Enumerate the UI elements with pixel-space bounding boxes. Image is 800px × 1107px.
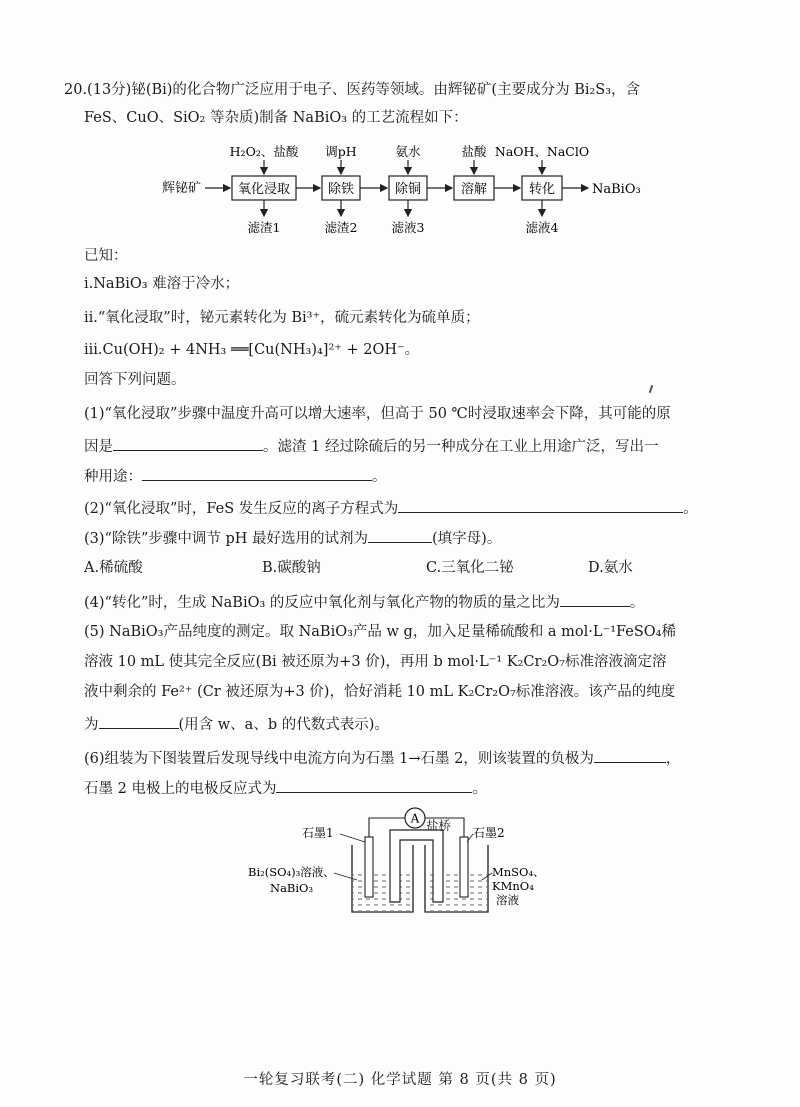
process-flowchart xyxy=(150,138,670,238)
q5-line4-start: 为 xyxy=(84,717,99,733)
q6-answer-blank-1[interactable] xyxy=(594,746,666,763)
q5-line4-end: (用含 w、a、b 的代数式表示)。 xyxy=(178,717,389,733)
ammeter-label: A xyxy=(410,811,420,826)
flow-step-copper: 除铜 xyxy=(394,182,422,197)
q2-end: 。 xyxy=(683,501,698,517)
q5-line2: 溶液 10 mL 使其完全反应(Bi 被还原为+3 价)，再用 b mol·L⁻¹ K₂Cr₂O₇标准溶液滴定溶 xyxy=(84,654,667,670)
scan-mark xyxy=(649,385,654,393)
q5-line1: (5) NaBiO₃产品纯度的测定。取 NaBiO₃产品 w g，加入足量稀硫酸和 a mol·L⁻¹FeSO₄稀 xyxy=(84,624,676,640)
q6-line2-text: 石墨 2 电极上的电极反应式为 xyxy=(84,781,277,797)
q3-option-d[interactable]: D.氨水 xyxy=(588,560,633,576)
q3-answer-blank[interactable] xyxy=(368,526,432,543)
known-item-2: ⅱ.“氧化浸取”时，铋元素转化为 Bi³⁺，硫元素转化为硫单质； xyxy=(84,310,480,326)
q1-answer-blank-2[interactable] xyxy=(142,464,372,481)
flow-output-filtrate3: 滤液3 xyxy=(391,220,425,235)
flow-step-dissolve: 溶解 xyxy=(460,182,488,197)
electrode2-label: 石墨2 xyxy=(473,826,505,840)
q5-line4 xyxy=(84,712,389,735)
right-solution-label-2: KMnO₄ xyxy=(492,879,534,893)
flow-output-residue1: 滤渣1 xyxy=(247,220,281,235)
q2-answer-blank[interactable] xyxy=(398,496,683,513)
q4-end: 。 xyxy=(629,595,645,611)
page-footer: 一轮复习联考(二) 化学试题 第 8 页(共 8 页) xyxy=(243,1072,557,1088)
q6-answer-blank-2[interactable] xyxy=(276,776,472,793)
q5-line3: 液中剩余的 Fe²⁺ (Cr 被还原为+3 价)，恰好消耗 10 mL K₂Cr₂O₇标准溶液。该产品的纯度 xyxy=(84,684,676,700)
q6-line1-end: ， xyxy=(665,751,681,767)
q2-text: (2)“氧化浸取”时，FeS 发生反应的离子方程式为 xyxy=(84,501,399,517)
q1-line3-start: 种用途： xyxy=(84,469,142,485)
q1-answer-blank-1[interactable] xyxy=(113,434,263,451)
left-solution-label-1: Bi₂(SO₄)₃溶液、 xyxy=(248,865,335,879)
q6-line1-text: (6)组装为下图装置后发现导线中电流方向为石墨 1→石墨 2，则该装置的负极为 xyxy=(84,751,594,767)
q1-line3-end: 。 xyxy=(372,469,387,485)
known-item-3: ⅲ.Cu(OH)₂ + 4NH₃ ══[Cu(NH₃)₄]²⁺ + 2OH⁻。 xyxy=(84,342,420,358)
q3-option-c[interactable]: C.三氧化二铋 xyxy=(426,560,514,576)
graphite-electrode-1 xyxy=(365,837,373,897)
q3-line xyxy=(84,526,501,549)
q1-line2 xyxy=(84,434,658,457)
answer-prompt: 回答下列问题。 xyxy=(84,372,186,388)
q5-answer-blank[interactable] xyxy=(99,712,179,729)
question-intro-line2: FeS、CuO、SiO₂ 等杂质)制备 NaBiO₃ 的工艺流程如下： xyxy=(84,110,468,126)
q4-line xyxy=(84,590,644,613)
right-solution-label-1: MnSO₄、 xyxy=(492,865,545,879)
q1-line3 xyxy=(84,464,387,487)
flow-reagent-iron: 调pH xyxy=(325,144,357,159)
flow-output-residue2: 滤渣2 xyxy=(324,220,358,235)
graphite-electrode-2 xyxy=(460,837,468,897)
flow-raw-material: 辉铋矿 xyxy=(162,181,202,196)
q6-line2 xyxy=(84,776,487,799)
q1-line2-end: 。滤渣 1 经过除硫后的另一种成分在工业上用途广泛，写出一 xyxy=(263,439,659,455)
q3-option-b[interactable]: B.碳酸钠 xyxy=(262,560,321,576)
flow-reagent-oxidation: H₂O₂、盐酸 xyxy=(229,144,299,159)
flow-output-filtrate4: 滤液4 xyxy=(525,220,559,235)
q6-line2-end: 。 xyxy=(472,781,487,797)
flow-reagent-copper: 氨水 xyxy=(395,144,421,159)
salt-bridge xyxy=(390,830,443,902)
right-solution-label-3: 溶液 xyxy=(496,893,519,907)
flow-product: NaBiO₃ xyxy=(592,182,641,197)
left-solution-label-2: NaBiO₃ xyxy=(270,881,314,895)
flow-step-convert: 转化 xyxy=(528,182,556,197)
flow-step-iron: 除铁 xyxy=(327,182,355,197)
q1-line2-start: 因是 xyxy=(84,439,113,455)
flow-reagent-dissolve: 盐酸 xyxy=(461,144,487,159)
q3-end: (填字母)。 xyxy=(432,531,502,547)
known-title: 已知： xyxy=(84,248,128,264)
electrochemical-apparatus xyxy=(230,800,560,925)
question-intro-line1: 20.(13分)铋(Bi)的化合物广泛应用于电子、医药等领域。由辉铋矿(主要成分为 Bi₂S₃，含 xyxy=(64,82,641,98)
q3-option-a[interactable]: A.稀硫酸 xyxy=(84,560,143,576)
electrode1-label: 石墨1 xyxy=(302,826,334,840)
q1-line1: (1)“氧化浸取”步骤中温度升高可以增大速率，但高于 50 ℃时浸取速率会下降，其可能的原 xyxy=(84,406,671,422)
q4-text: (4)“转化”时，生成 NaBiO₃ 的反应中氧化剂与氧化产物的物质的量之比为 xyxy=(84,595,560,611)
q2-line xyxy=(84,496,698,519)
flow-step-oxidation: 氧化浸取 xyxy=(237,182,291,197)
q3-text: (3)“除铁”步骤中调节 pH 最好选用的试剂为 xyxy=(84,531,369,547)
flow-reagent-convert: NaOH、NaClO xyxy=(494,144,590,159)
known-item-1: ⅰ.NaBiO₃ 难溶于冷水； xyxy=(84,276,240,292)
q6-line1 xyxy=(84,746,680,769)
salt-bridge-label: 盐桥 xyxy=(426,818,452,833)
q4-answer-blank[interactable] xyxy=(560,590,630,607)
